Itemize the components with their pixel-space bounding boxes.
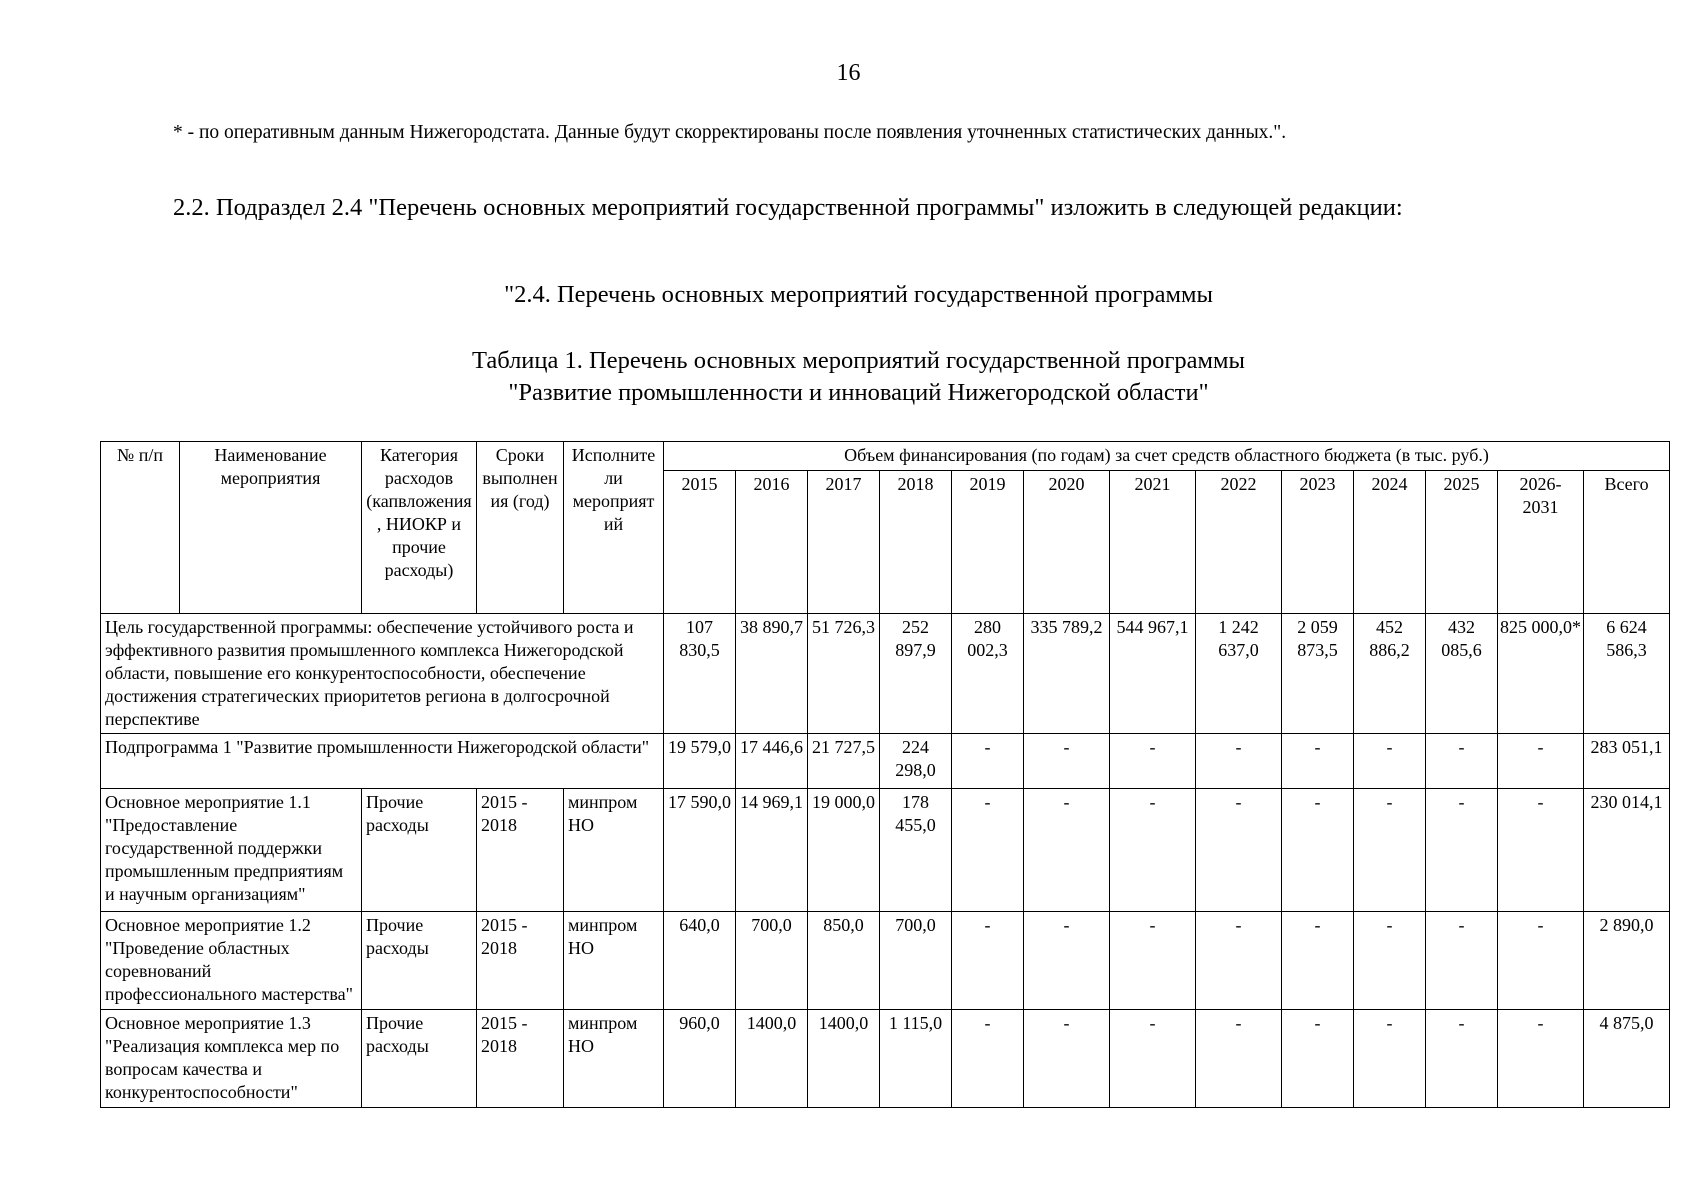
value-cell: - <box>1498 912 1584 1010</box>
value-cell: 107 830,5 <box>664 614 736 734</box>
row-name: Основное мероприятие 1.3 "Реализация комплекса мер по вопросам качества и конкурентоспособности" <box>101 1010 362 1108</box>
value-cell: - <box>1110 734 1196 789</box>
row-name: Основное мероприятие 1.2 "Проведение областных соревнований профессионального мастерства" <box>101 912 362 1010</box>
value-cell: - <box>952 734 1024 789</box>
value-cell: 640,0 <box>664 912 736 1010</box>
table-title-line-1: Таблица 1. Перечень основных мероприятий государственной программы <box>472 347 1245 374</box>
header-year: 2020 <box>1024 471 1110 614</box>
category-cell: Прочие расходы <box>362 912 477 1010</box>
value-cell: 960,0 <box>664 1010 736 1108</box>
header-terms: Сроки выполнения (год) <box>477 442 564 614</box>
value-cell: 2 059 873,5 <box>1282 614 1354 734</box>
value-cell: 432 085,6 <box>1426 614 1498 734</box>
value-cell: - <box>1196 734 1282 789</box>
table-row-measure <box>101 789 1670 912</box>
value-cell: - <box>1024 734 1110 789</box>
footnote: * - по оперативным данным Нижегородстата. Данные будут скорректированы после появления уточненных статистических данных.". <box>173 122 1287 143</box>
category-cell: Прочие расходы <box>362 1010 477 1108</box>
total-cell: 2 890,0 <box>1584 912 1670 1010</box>
header-year: 2017 <box>808 471 880 614</box>
header-name: Наименование мероприятия <box>180 442 362 614</box>
header-executors: Исполнители мероприятий <box>564 442 664 614</box>
value-cell: - <box>1282 1010 1354 1108</box>
value-cell: 17 446,6 <box>736 734 808 789</box>
page-number: 16 <box>836 60 861 86</box>
value-cell: 178 455,0 <box>880 789 952 912</box>
table-title <box>0 345 1697 409</box>
terms-cell: 2015 - 2018 <box>477 1010 564 1108</box>
value-cell: - <box>1196 1010 1282 1108</box>
value-cell: 335 789,2 <box>1024 614 1110 734</box>
header-year: 2015 <box>664 471 736 614</box>
header-year: 2019 <box>952 471 1024 614</box>
value-cell: - <box>952 912 1024 1010</box>
value-cell: 700,0 <box>880 912 952 1010</box>
value-cell: 825 000,0* <box>1498 614 1584 734</box>
total-cell: 283 051,1 <box>1584 734 1670 789</box>
header-funding: Объем финансирования (по годам) за счет средств областного бюджета (в тыс. руб.) <box>664 442 1670 471</box>
value-cell: 1 115,0 <box>880 1010 952 1108</box>
value-cell: 19 000,0 <box>808 789 880 912</box>
value-cell: 1400,0 <box>736 1010 808 1108</box>
value-cell: - <box>952 1010 1024 1108</box>
amendment-paragraph: 2.2. Подраздел 2.4 "Перечень основных мероприятий государственной программы" изложить в следующей редакции: <box>173 194 1403 221</box>
header-year: 2026-2031 <box>1498 471 1584 614</box>
value-cell: 252 897,9 <box>880 614 952 734</box>
table-row-measure <box>101 912 1670 1010</box>
header-num: № п/п <box>101 442 180 614</box>
value-cell: 544 967,1 <box>1110 614 1196 734</box>
value-cell: 19 579,0 <box>664 734 736 789</box>
value-cell: - <box>1426 1010 1498 1108</box>
header-year: 2018 <box>880 471 952 614</box>
value-cell: 1 242 637,0 <box>1196 614 1282 734</box>
value-cell: - <box>1196 789 1282 912</box>
executor-cell: минпром НО <box>564 912 664 1010</box>
value-cell: - <box>1282 734 1354 789</box>
value-cell: - <box>1282 912 1354 1010</box>
terms-cell: 2015 - 2018 <box>477 789 564 912</box>
header-year: 2022 <box>1196 471 1282 614</box>
value-cell: - <box>1426 789 1498 912</box>
value-cell: 21 727,5 <box>808 734 880 789</box>
table-row-measure <box>101 1010 1670 1108</box>
row-name: Подпрограмма 1 "Развитие промышленности Нижегородской области" <box>101 734 664 789</box>
terms-cell: 2015 - 2018 <box>477 912 564 1010</box>
value-cell: - <box>1498 789 1584 912</box>
value-cell: 17 590,0 <box>664 789 736 912</box>
value-cell: - <box>1354 912 1426 1010</box>
total-cell: 230 014,1 <box>1584 789 1670 912</box>
header-year: 2021 <box>1110 471 1196 614</box>
header-year: 2024 <box>1354 471 1426 614</box>
header-category: Категория расходов (капвложения, НИОКР и прочие расходы) <box>362 442 477 614</box>
value-cell: 1400,0 <box>808 1010 880 1108</box>
value-cell: 850,0 <box>808 912 880 1010</box>
value-cell: - <box>1024 1010 1110 1108</box>
section-title: "2.4. Перечень основных мероприятий государственной программы <box>504 281 1213 308</box>
value-cell: - <box>1196 912 1282 1010</box>
table-title-line-2: "Развитие промышленности и инноваций Нижегородской области" <box>508 379 1209 406</box>
value-cell: - <box>1110 1010 1196 1108</box>
value-cell: - <box>1354 789 1426 912</box>
table-row-goal <box>101 614 1670 734</box>
value-cell: - <box>1426 912 1498 1010</box>
value-cell: - <box>1498 1010 1584 1108</box>
header-year: 2016 <box>736 471 808 614</box>
category-cell: Прочие расходы <box>362 789 477 912</box>
value-cell: - <box>952 789 1024 912</box>
value-cell: 14 969,1 <box>736 789 808 912</box>
value-cell: - <box>1498 734 1584 789</box>
value-cell: - <box>1110 912 1196 1010</box>
total-cell: 6 624 586,3 <box>1584 614 1670 734</box>
value-cell: 38 890,7 <box>736 614 808 734</box>
header-year: 2025 <box>1426 471 1498 614</box>
header-year: 2023 <box>1282 471 1354 614</box>
value-cell: - <box>1024 789 1110 912</box>
measures-table <box>100 441 1670 1108</box>
value-cell: - <box>1426 734 1498 789</box>
row-name: Цель государственной программы: обеспечение устойчивого роста и эффективного развития промышленного комплекса Нижегородской области, повышение его конкурентоспособности, обеспечение достижения стратегических приоритетов региона в долгосрочной перспективе <box>101 614 664 734</box>
row-name: Основное мероприятие 1.1 "Предоставление государственной поддержки промышленным предприятиям и научным организациям" <box>101 789 362 912</box>
value-cell: 280 002,3 <box>952 614 1024 734</box>
executor-cell: минпром НО <box>564 789 664 912</box>
total-cell: 4 875,0 <box>1584 1010 1670 1108</box>
value-cell: - <box>1024 912 1110 1010</box>
table-row-subprogram <box>101 734 1670 789</box>
value-cell: 51 726,3 <box>808 614 880 734</box>
value-cell: - <box>1354 734 1426 789</box>
value-cell: - <box>1354 1010 1426 1108</box>
value-cell: - <box>1110 789 1196 912</box>
value-cell: 452 886,2 <box>1354 614 1426 734</box>
header-total: Всего <box>1584 471 1670 614</box>
value-cell: 224 298,0 <box>880 734 952 789</box>
executor-cell: минпром НО <box>564 1010 664 1108</box>
value-cell: - <box>1282 789 1354 912</box>
value-cell: 700,0 <box>736 912 808 1010</box>
